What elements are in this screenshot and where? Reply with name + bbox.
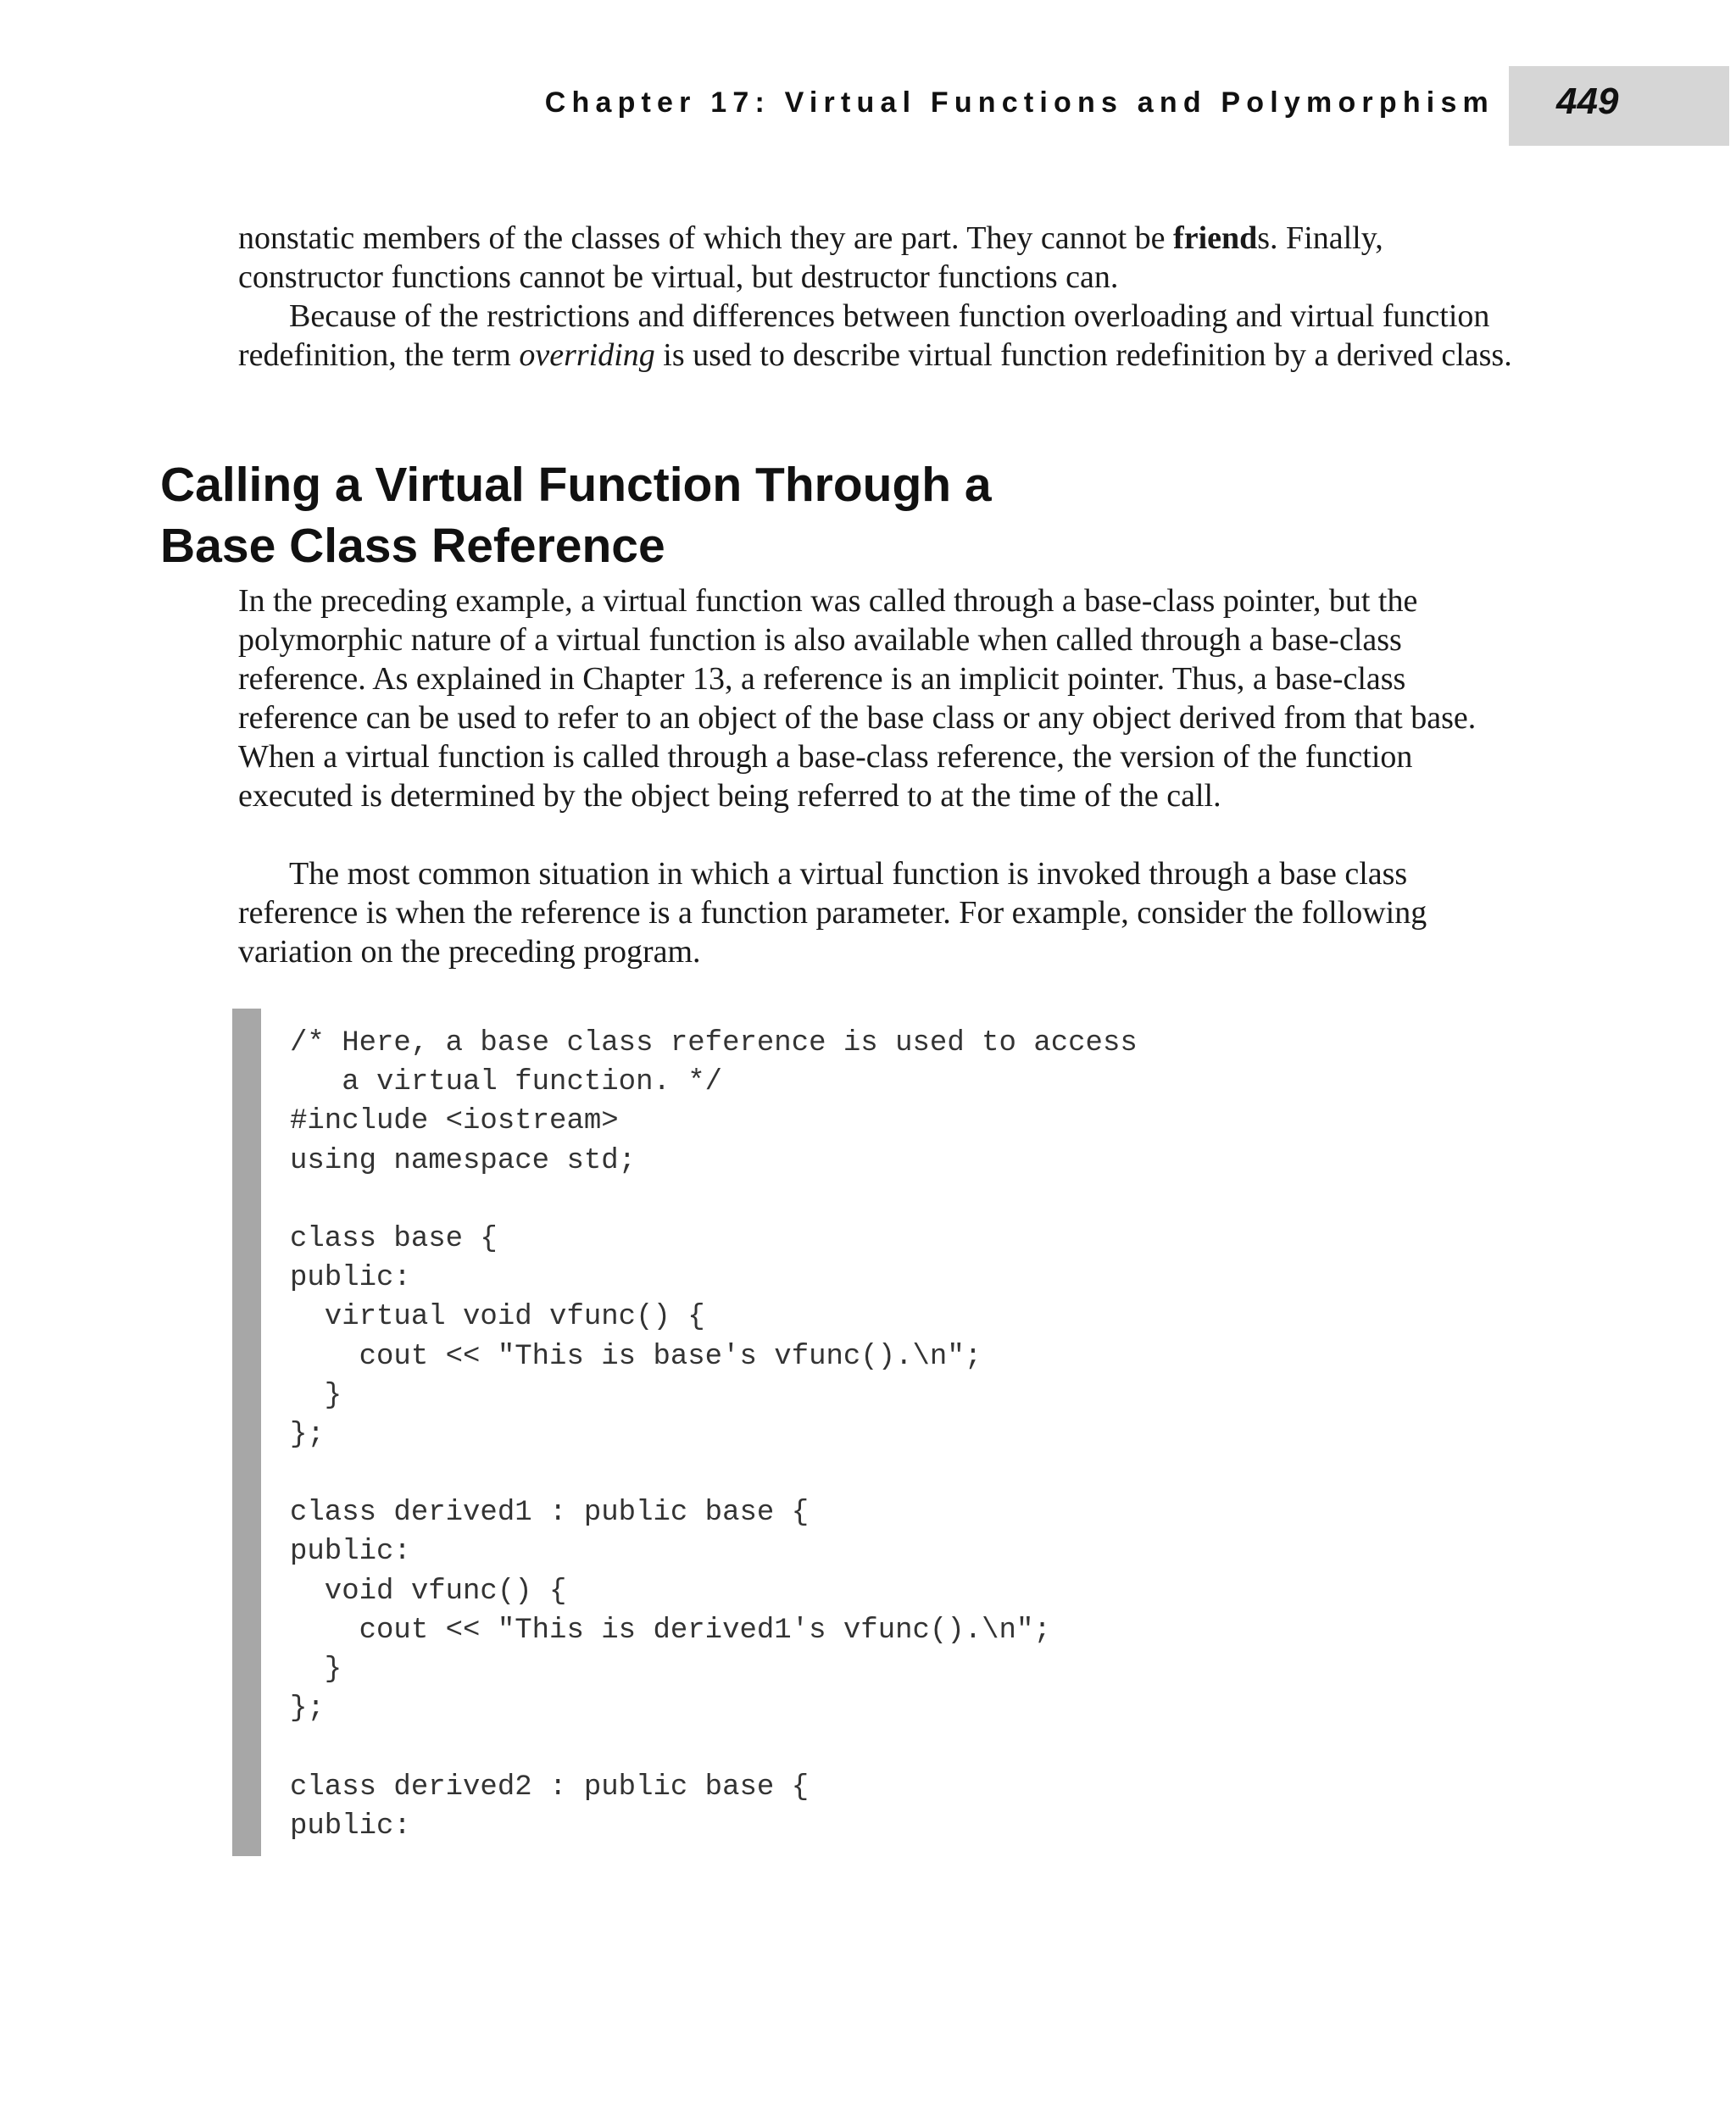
- running-head: [0, 66, 1736, 146]
- code-line: [290, 1454, 1138, 1493]
- code-line: void vfunc() {: [290, 1575, 567, 1608]
- code-line: cout << "This is base's vfunc().\n";: [290, 1340, 982, 1373]
- code-listing: [290, 1024, 1138, 1846]
- section-paragraph-2: The most common situation in which a virtual function is invoked through a base class reference is when the reference is a function parameter. For example, consider the following variation on the preceding program.: [238, 856, 1427, 970]
- section-heading-line-2: Base Class Reference: [160, 519, 665, 573]
- code-line: /* Here, a base class reference is used to access: [290, 1027, 1138, 1059]
- code-line: };: [290, 1418, 325, 1451]
- code-line: class base {: [290, 1222, 498, 1255]
- code-line: [290, 1728, 1138, 1767]
- code-line: public:: [290, 1262, 411, 1295]
- code-line: class derived1 : public base {: [290, 1497, 810, 1530]
- code-line: public:: [290, 1536, 411, 1569]
- section-heading: [160, 454, 992, 576]
- code-line: virtual void vfunc() {: [290, 1301, 705, 1334]
- intro-p2-text-end: is used to describe virtual function redefinition by a derived class.: [654, 337, 1512, 373]
- intro-paragraph-1: [238, 219, 1527, 297]
- page-number: 449: [1556, 81, 1619, 122]
- code-line: class derived2 : public base {: [290, 1771, 810, 1804]
- code-line: using namespace std;: [290, 1144, 637, 1177]
- code-line: };: [290, 1693, 325, 1726]
- intro-p1-text-end: s. Finally, constructor functions cannot be virtual, but destructor functions can.: [238, 220, 1383, 295]
- page-number-box: [1509, 66, 1729, 146]
- code-line: #include <iostream>: [290, 1105, 619, 1138]
- intro-paragraph-2: [238, 297, 1527, 375]
- code-line: a virtual function. */: [290, 1066, 723, 1099]
- section-paragraph-1: In the preceding example, a virtual function was called through a base-class pointer, but the polymorphic nature of a virtual function is also available when called through a base-class reference. As explained in Chapter 13, a reference is an implicit pointer. Thus, a base-class reference can be used to refer to an object of the base class or any object derived from that base. When a virtual function is called through a base-class reference, the version of the function executed is determined by the object being referred to at the time of the call.: [238, 583, 1477, 814]
- code-line: public:: [290, 1810, 411, 1843]
- running-title: Chapter 17: Virtual Functions and Polymorphism: [544, 86, 1494, 119]
- intro-p1-text-start: nonstatic members of the classes of which they are part. They cannot be: [238, 220, 1174, 256]
- code-line: }: [290, 1654, 342, 1686]
- code-line: cout << "This is derived1's vfunc().\n";: [290, 1614, 1051, 1647]
- section-heading-line-1: Calling a Virtual Function Through a: [160, 458, 992, 512]
- overriding-term: overriding: [519, 337, 655, 373]
- code-listing-bar: [232, 1009, 261, 1856]
- code-line: [290, 1181, 1138, 1220]
- intro-p2-text-start: Because of the restrictions and differences between function overloading and virtual function redefinition, the term: [238, 298, 1490, 373]
- code-line: }: [290, 1379, 342, 1412]
- friend-keyword: friend: [1173, 220, 1258, 256]
